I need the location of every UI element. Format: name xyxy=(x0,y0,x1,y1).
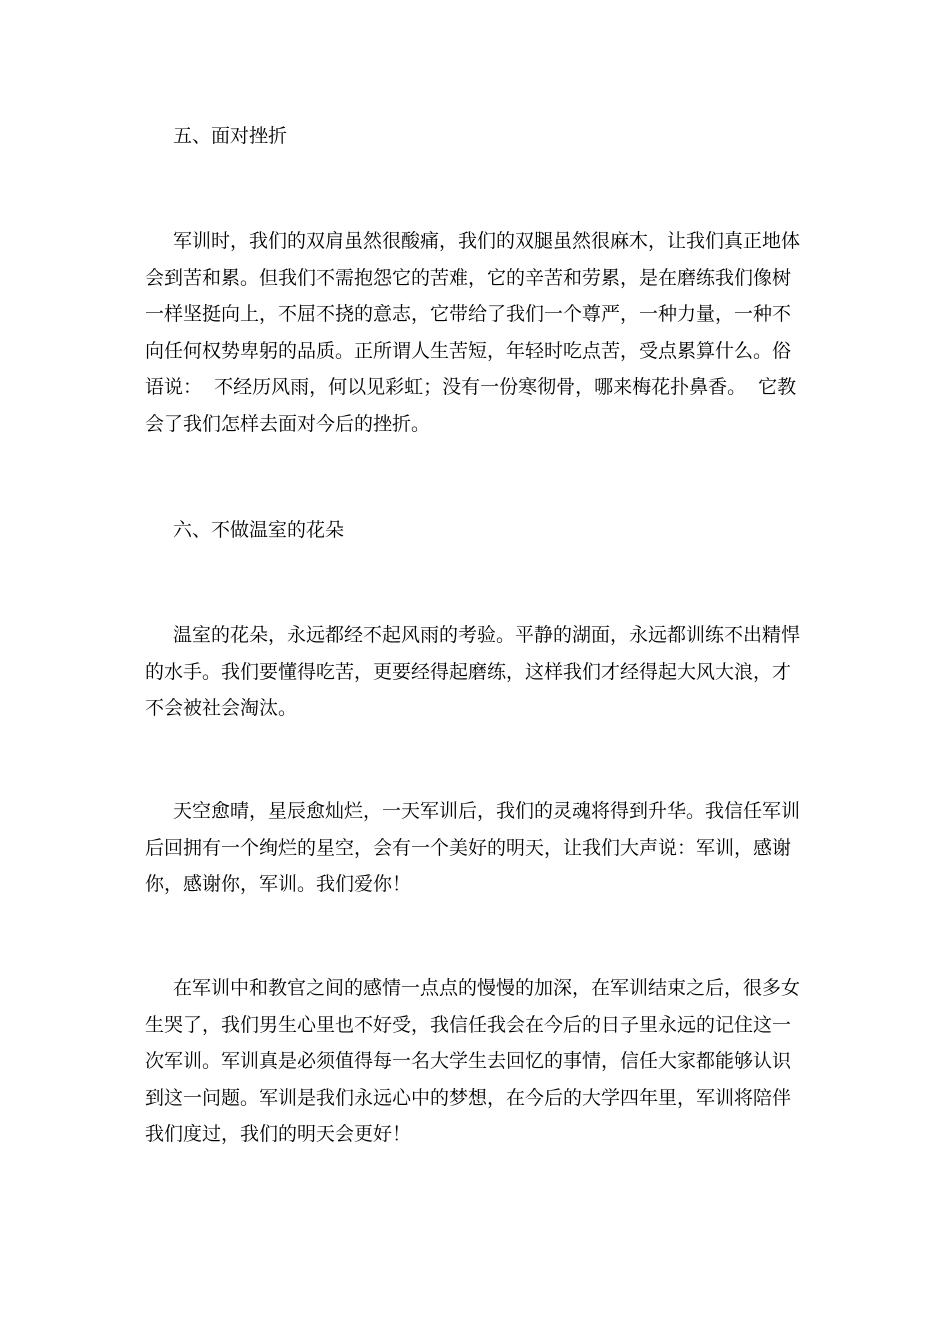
text-line: 一样坚挺向上，不屈不挠的意志，它带给了我们一个尊严，一种力量，一种不 xyxy=(145,303,792,325)
text-line: 会到苦和累。但我们不需抱怨它的苦难，它的辛苦和劳累，是在磨练我们像树 xyxy=(145,266,792,289)
text-line: 生哭了，我们男生心里也不好受，我信任我会在今后的日子里永远的记住这一 xyxy=(145,1013,792,1036)
text-line: 的水手。我们要懂得吃苦，更要经得起磨练，这样我们才经得起大风大浪，才 xyxy=(145,660,792,683)
paragraph xyxy=(145,223,805,442)
text-line: 天空愈晴，星辰愈灿烂，一天军训后，我们的灵魂将得到升华。我信任军训 xyxy=(173,800,801,822)
text-line: 军训时，我们的双肩虽然很酸痛，我们的双腿虽然很麻木，让我们真正地体 xyxy=(173,230,801,252)
section-heading-5: 五、面对挫折 xyxy=(173,125,288,147)
text-line: 语说： 不经历风雨，何以见彩虹；没有一份寒彻骨，哪来梅花扑鼻香。 它教 xyxy=(145,376,797,398)
text-line: 你，感谢你，军训。我们爱你！ xyxy=(145,873,412,895)
section-heading-6: 六、不做温室的花朵 xyxy=(173,519,345,541)
paragraph xyxy=(145,617,805,727)
text-line: 后回拥有一个绚烂的星空，会有一个美好的明天，让我们大声说：军训，感谢 xyxy=(145,836,792,859)
text-line: 次军训。军训真是必须值得每一名大学生去回忆的事情，信任大家都能够认识 xyxy=(145,1050,792,1072)
text-line: 温室的花朵，永远都经不起风雨的考验。平静的湖面，永远都训练不出精悍 xyxy=(173,624,801,646)
text-line: 到这一问题。军训是我们永远心中的梦想，在今后的大学四年里，军训将陪伴 xyxy=(145,1086,792,1109)
text-line: 在军训中和教官之间的感情一点点的慢慢的加深，在军训结束之后，很多女 xyxy=(173,977,801,999)
text-line: 会了我们怎样去面对今后的挫折。 xyxy=(145,412,431,435)
text-line: 向任何权势卑躬的品质。正所谓人生苦短，年轻时吃点苦，受点累算什么。俗 xyxy=(145,339,792,362)
paragraph xyxy=(145,793,805,903)
paragraph xyxy=(145,970,805,1153)
text-line: 不会被社会淘汰。 xyxy=(145,697,298,719)
text-line: 我们度过，我们的明天会更好！ xyxy=(145,1123,412,1145)
